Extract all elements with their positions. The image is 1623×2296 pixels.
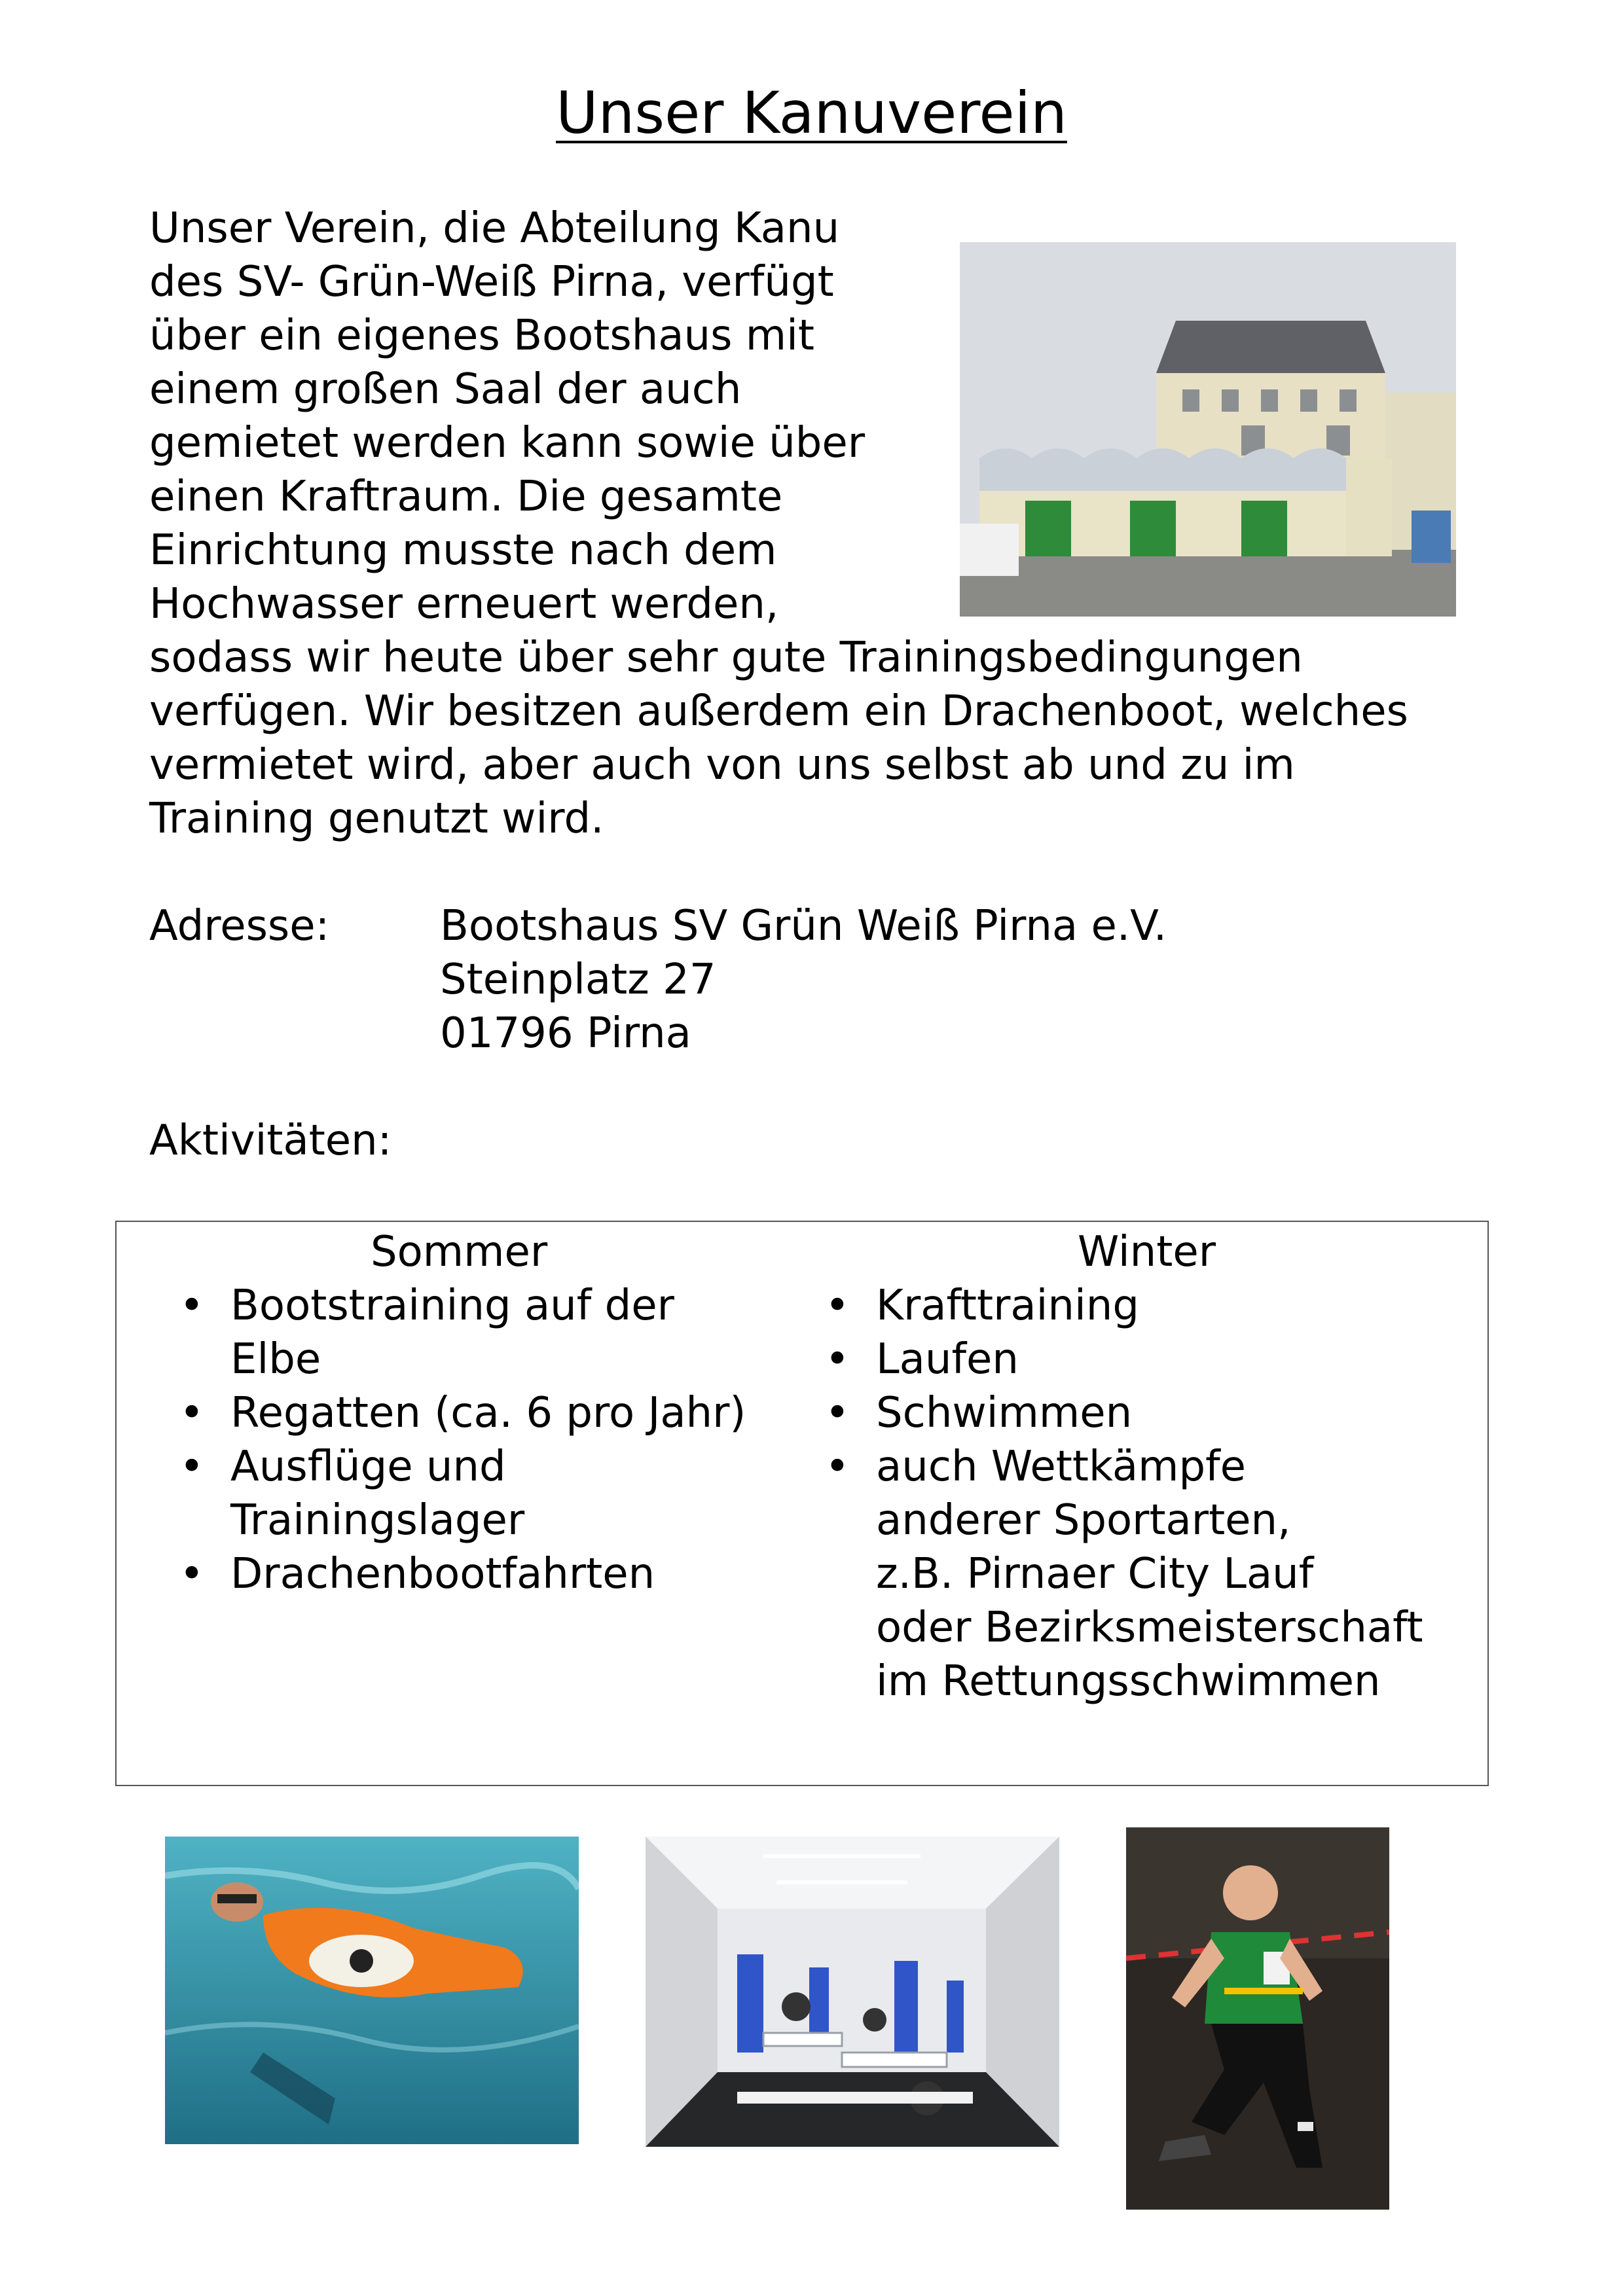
intro-line: über ein eigenes Bootshaus mit — [149, 312, 814, 360]
bullet-icon: • — [825, 1282, 850, 1330]
weight-room-photo — [646, 1837, 1059, 2147]
intro-line: gemietet werden kann sowie über — [149, 419, 866, 467]
lifesaving-swim-photo — [165, 1837, 579, 2144]
activities-label: Aktivitäten: — [149, 1117, 392, 1165]
address-label: Adresse: — [149, 902, 330, 950]
list-item-text: oder Bezirksmeisterschaft — [876, 1604, 1423, 1652]
winter-heading: Winter — [1078, 1228, 1216, 1276]
list-item-text: Drachenbootfahrten — [230, 1550, 655, 1598]
intro-paragraph-wrapped — [149, 202, 865, 631]
list-item-text: Laufen — [876, 1335, 1019, 1384]
winter-list — [825, 1279, 1478, 1708]
page-title: Unser Kanuverein — [556, 79, 1067, 147]
bullet-icon: • — [179, 1443, 204, 1491]
intro-line: einem großen Saal der auch — [149, 365, 742, 414]
intro-line: vermietet wird, aber auch von uns selbst ab und zu im — [149, 741, 1295, 789]
intro-line: des SV- Grün-Weiß Pirna, verfügt — [149, 258, 834, 306]
list-item — [825, 1333, 1478, 1386]
intro-paragraph-full — [149, 631, 1408, 846]
intro-line: Training genutzt wird. — [149, 795, 604, 843]
list-item-text: Bootstraining auf der — [230, 1282, 674, 1330]
bullet-icon: • — [825, 1335, 850, 1384]
list-item-text: Schwimmen — [876, 1389, 1133, 1437]
list-item-text: auch Wettkämpfe — [876, 1443, 1246, 1491]
list-item — [179, 1547, 807, 1601]
list-item — [825, 1440, 1478, 1708]
list-item-text: Ausflüge und — [230, 1443, 506, 1491]
list-item — [825, 1386, 1478, 1440]
address-line: Bootshaus SV Grün Weiß Pirna e.V. — [440, 902, 1167, 950]
list-item-text: Regatten (ca. 6 pro Jahr) — [230, 1389, 746, 1437]
bullet-icon: • — [825, 1443, 850, 1491]
bullet-icon: • — [179, 1282, 204, 1330]
list-item — [179, 1386, 807, 1440]
address-line: 01796 Pirna — [440, 1009, 691, 1058]
list-item — [825, 1279, 1478, 1333]
list-item-text: Elbe — [230, 1335, 321, 1384]
intro-line: sodass wir heute über sehr gute Trainingsbedingungen — [149, 634, 1303, 682]
intro-line: verfügen. Wir besitzen außerdem ein Drachenboot, welches — [149, 687, 1408, 736]
list-item — [179, 1440, 807, 1547]
list-item — [179, 1279, 807, 1386]
intro-line: Unser Verein, die Abteilung Kanu — [149, 204, 840, 253]
list-item-text: Krafttraining — [876, 1282, 1139, 1330]
summer-list — [179, 1279, 807, 1601]
address-line: Steinplatz 27 — [440, 956, 716, 1004]
bullet-icon: • — [825, 1389, 850, 1437]
address-block — [440, 899, 1167, 1060]
intro-line: einen Kraftraum. Die gesamte — [149, 473, 783, 521]
summer-heading: Sommer — [371, 1228, 548, 1276]
night-runner-photo — [1126, 1827, 1389, 2210]
bullet-icon: • — [179, 1550, 204, 1598]
list-item-text: anderer Sportarten, — [876, 1496, 1291, 1545]
bullet-icon: • — [179, 1389, 204, 1437]
list-item-text: z.B. Pirnaer City Lauf — [876, 1550, 1314, 1598]
intro-line: Hochwasser erneuert werden, — [149, 580, 779, 628]
boathouse-photo — [960, 242, 1456, 617]
list-item-text: Trainingslager — [230, 1496, 525, 1545]
intro-line: Einrichtung musste nach dem — [149, 526, 777, 575]
list-item-text: im Rettungsschwimmen — [876, 1657, 1381, 1706]
